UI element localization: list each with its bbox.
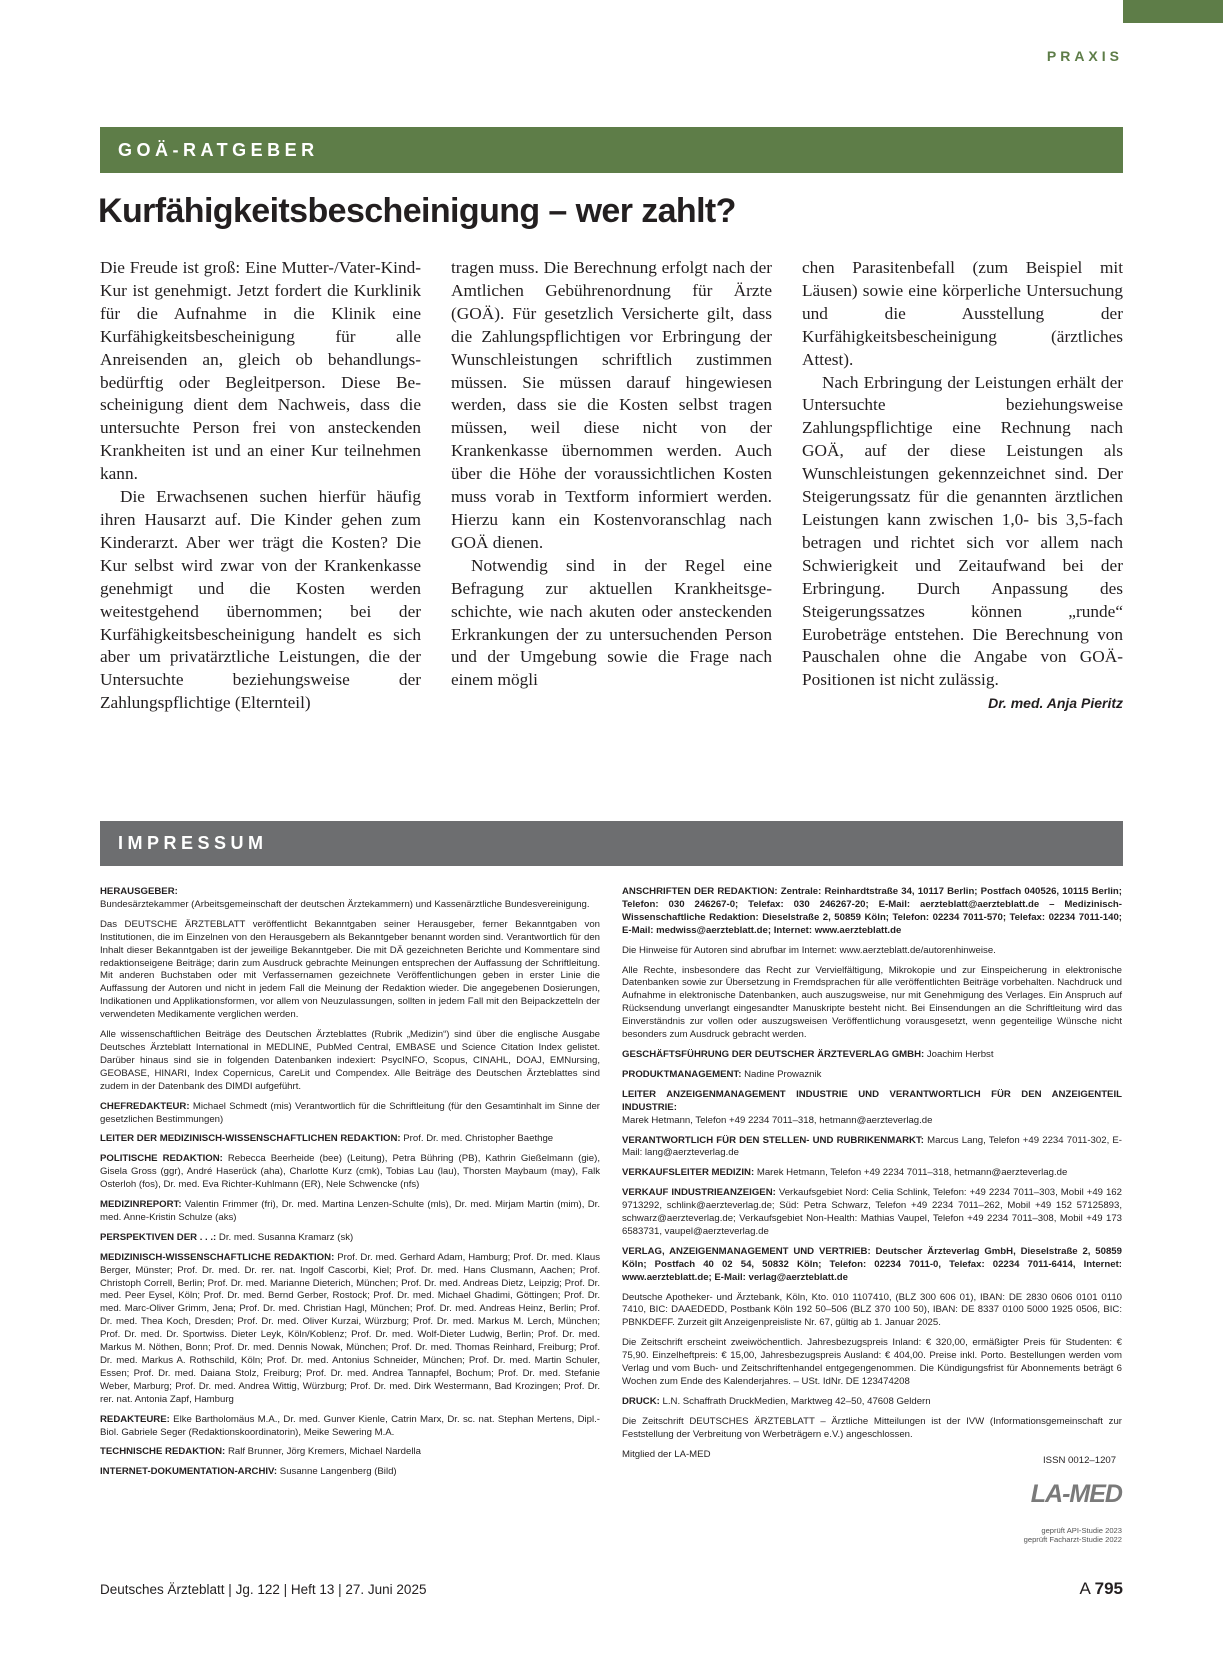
la-med-logo	[1010, 1480, 1122, 1546]
impressum-text: Elke Bartholomäus M.A., Dr. med. Gunver Kienle, Catrin Marx, Dr. sc. nat. Stephan Mertens, Dipl.-Biol. Gabriele Seger (Redaktionskoordinatorin), Meike Sewering M.A.	[100, 1413, 600, 1438]
impressum-label: DRUCK:	[622, 1395, 660, 1407]
impressum-entry	[622, 1135, 1122, 1161]
article-column-2	[451, 257, 772, 692]
impressum-text: Prof. Dr. med. Gerhard Adam, Hamburg; Prof. Dr. med. Klaus Berger, Münster; Prof. Dr. med. Dr. rer. nat. Ingolf Cascorbi, Kiel; Prof. Dr. med. Hans Clusmann, Aachen; Prof. Christoph Correll, Berlin; Prof. Dr. med. Marianne Dieterich, München; Prof. Dr. med. Andreas Dietz, Leipzig; Prof. Dr. med. Peer Eysel, Köln; Prof. Dr. med. Bernd Gerber, Rostock; Prof. Dr. med. Michael Ghadimi, Göttingen; Prof. Dr. med. Marc-Oliver Grimm, Jena; Prof. Dr. med. Christian Hagl, München; Prof. Dr. med. Andreas Heinz, Berlin; Prof. Dr. med. Thea Koch, Dresden; Prof. Dr. med. Oliver Kurzai, Würzburg; Prof. Dr. med. Markus M. Lerch, München; Prof. Dr. med. Dr. Sportwiss. Dieter Leyk, Köln/Koblenz; Prof. Dr. med. Wolf-Dieter Ludwig, Berlin; Prof. Dr. med. Markus M. Nöthen, Bonn; Prof. Dr. med. Dennis Nowak, München; Prof. Dr. med. Thomas Reinhard, Freiburg; Prof. Dr. med. Markus A. Rothschild, Köln; Prof. Dr. med. Antonius Schneider, München; Prof. Dr. med. Martin Schuler, Essen; Prof. Dr. med. Daiana Stolz, Freiburg; Prof. Dr. med. Andrea Tannapfel, Bochum; Prof. Dr. med. Stefanie Weber, Marburg; Prof. Dr. med. Andrea Wittig, Würzburg; Prof. Dr. med. Dirk Westermann, Bad Krozingen; Prof. Dr. rer. nat. Antonia Zapf, Hamburg	[100, 1251, 600, 1405]
impressum-label: REDAKTEURE:	[100, 1413, 170, 1425]
impressum-text: Die Zeitschrift DEUTSCHES ÄRZTEBLATT – Ärztliche Mitteilungen ist der IVW (Informationsgemeinschaft zur Feststellung der Verbreitung von Werbeträgern e.V.) angeschlossen.	[622, 1415, 1122, 1440]
impressum-text: Ralf Brunner, Jörg Kremers, Michael Nardella	[227, 1446, 421, 1458]
impressum-entry	[100, 1199, 600, 1225]
impressum-entry	[622, 1396, 1122, 1409]
impressum-text: Verkaufsgebiet Nord: Celia Schlink, Telefon: +49 2234 7011–303, Mobil +49 162 9713292, schlink@aerzteverlag.de; Süd: Petra Schwarz, Telefon +49 2234 7011–262, Mobil +49 152 57125893, schwarz@aerzteverlag.de; Verkaufsgebiet Non-Health: Mathias Vaupel, Telefon +49 2234 7011–308, Mobil +49 173 6583731, vaupel@aerzteverlag.de	[622, 1187, 1122, 1237]
impressum-entry	[100, 1133, 600, 1146]
impressum-text: Bundesärztekammer (Arbeitsgemeinschaft der deutschen Ärztekammern) und Kassenärztliche Bundesvereinigung.	[100, 898, 590, 910]
impressum-label: PERSPEKTIVEN DER . . .:	[100, 1231, 217, 1243]
impressum-entry	[100, 1029, 600, 1094]
impressum-label: HERAUSGEBER:	[100, 886, 178, 897]
paragraph: Notwendig sind in der Regel eine Befragung zur aktuellen Krankheitsgeschichte, wie nach akuten oder ansteckenden Erkrankungen der zu untersuchenden Person und der Umgebung sowie die Frage nach einem mögli	[451, 555, 772, 690]
impressum-text: Die Zeitschrift erscheint zweiwöchentlich. Jahresbezugspreis Inland: € 320,00, ermäßigter Preis für Studenten: € 75,90. Einzelheftpreis: € 15,00, Jahresbezugspreis Ausland: € 404,00. Preise inkl. Porto. Bestellungen werden vom Verlag und vom Buch- und Zeitschriftenhandel entgegengenommen. Die Kündigungsfrist für Abonnements beträgt 6 Wochen zum Ende des Kalenderjahres. – USt. IdNr. DE 123474208	[622, 1337, 1122, 1387]
author-signature: Dr. med. Anja Pieritz	[988, 695, 1123, 712]
impressum-entry	[100, 919, 600, 1022]
impressum-text: Rebecca Beerheide (bee) (Leitung), Petra Bühring (PB), Kathrin Gießelmann (gie), Gisela Gross (ggr), André Haserück (aha), Charlotte Kurz (cmk), Tobias Lau (lau), Thorsten Maybaum (may), Falk Osterloh (fos), Dr. med. Eva Richter-Kuhlmann (ER), Nele Schwencke (nfs)	[100, 1153, 600, 1191]
impressum-label: CHEFREDAKTEUR:	[100, 1100, 190, 1112]
impressum-entry	[622, 886, 1122, 938]
impressum-label: LEITER DER MEDIZINISCH-WISSENSCHAFTLICHEN REDAKTION:	[100, 1133, 401, 1145]
impressum-text: Deutscher Ärzteverlag GmbH, Dieselstraße 2, 50859 Köln; Postfach 40 02 54, 50832 Köln; Telefon: 02234 7011-0, Telefax: 02234 7011-6414, Internet: www.aerzteblatt.de; E-Mail: verlag@aerzteblatt.de	[622, 1245, 1122, 1283]
journal-issue-line: Deutsches Ärzteblatt | Jg. 122 | Heft 13 | 27. Juni 2025	[100, 1582, 427, 1597]
impressum-text: Deutsche Apotheker- und Ärztebank, Köln, Kto. 010 1107410, (BLZ 300 606 01), IBAN: DE 2830 0606 0101 0110 7410, BIC: DAAEDEDD, Postbank Köln 192 50–506 (BLZ 370 100 50), IBAN: DE 8337 0100 5000 1925 0506, BIC: PBNKDEFF. Zurzeit gilt Anzeigenpreisliste Nr. 67, gültig ab 1. Januar 2025.	[622, 1291, 1122, 1329]
impressum-text: Valentin Frimmer (fri), Dr. med. Martina Lenzen-Schulte (mls), Dr. med. Mirjam Martin (mim), Dr. med. Anne-Kristin Schulze (aks)	[100, 1199, 600, 1223]
impressum-label: INTERNET-DOKUMENTATION-ARCHIV:	[100, 1466, 278, 1478]
impressum-label: POLITISCHE REDAKTION:	[100, 1153, 223, 1165]
impressum-entry	[100, 1414, 600, 1440]
impressum-entry	[622, 1069, 1122, 1082]
impressum-entry	[100, 1101, 600, 1127]
impressum-entry	[622, 1089, 1122, 1128]
impressum-label: VERANTWORTLICH FÜR DEN STELLEN- UND RUBRIKENMARKT:	[622, 1134, 924, 1146]
paragraph: chen Parasitenbefall (zum Beispiel mit Läusen) sowie eine körperliche Untersuchung und die Ausstellung der Kurfähigkeitsbescheinigung (ärztliches Attest).	[802, 258, 1123, 369]
impressum-text: Alle Rechte, insbesondere das Recht zur Vervielfältigung, Mikrokopie und zur Einspeicherung in elektronische Datenbanken sowie zur Übersetzung in Fremdsprachen für alle veröffentlichten Beiträge vorbehalten. Nachdruck und Aufnahme in elektronische Datenbanken, auch auszugsweise, nur mit Genehmigung des Verlages. Ein Anspruch auf Rücksendung unverlangt eingesandter Manuskripte besteht nicht. Bei Einsendungen an die Schriftleitung wird das Einverständnis zur vollen oder auszugsweisen Veröffentlichung vorausgesetzt, wenn gegenteilige Wünsche nicht besonders zum Ausdruck gebracht werden.	[622, 964, 1122, 1041]
impressum-text: Joachim Herbst	[926, 1048, 994, 1060]
impressum-band: IMPRESSUM	[100, 821, 1123, 866]
impressum-entry	[622, 1187, 1122, 1239]
impressum-text: Marek Hetmann, Telefon +49 2234 7011–318, hetmann@aerzteverlag.de	[622, 1114, 933, 1126]
impressum-entry	[100, 1466, 600, 1479]
impressum-text: Prof. Dr. med. Christopher Baethge	[403, 1133, 554, 1145]
article-title: Kurfähigkeitsbescheinigung – wer zahlt?	[98, 192, 736, 230]
rubric-band: GOÄ-RATGEBER	[100, 127, 1123, 173]
impressum-entry	[100, 1252, 600, 1407]
paragraph: Die Erwachsenen suchen hierfür häufig ihren Hausarzt auf. Die Kinder gehen zum Kinderarzt. Aber wer trägt die Kosten? Die Kur selbst wird zwar von der Krankenkasse genehmigt und die Kosten werden weitestgehend übernommen; bei der Kurfähigkeitsbescheinigung handelt es sich aber um privatärztliche Leistungen, die der Untersuchte beziehungsweise der Zahlungspflichtige (Elternteil)	[100, 487, 421, 713]
impressum-text: Susanne Langenberg (Bild)	[279, 1466, 397, 1478]
impressum-entry	[100, 886, 600, 912]
article-column-3	[802, 257, 1123, 715]
impressum-text: Zentrale: Reinhardtstraße 34, 10117 Berlin; Postfach 040526, 10115 Berlin; Telefon: 030 246267-0; Telefax: 030 246267-20; E-Mail: aerzteblatt@aerzteblatt.de – Medizinisch-Wissenschaftliche Redaktion: Dieselstraße 2, 50859 Köln; Telefon: 02234 7011-570; Telefax: 02234 7011-140; E-Mail: medwiss@aerzteblatt.de; Internet: www.aerzteblatt.de	[622, 886, 1122, 936]
impressum-label: LEITER ANZEIGENMANAGEMENT INDUSTRIE UND VERANTWORTLICH FÜR DEN ANZEIGENTEIL INDUSTRIE:	[622, 1088, 1122, 1113]
page-number	[1079, 1579, 1123, 1599]
la-med-logo-mark: LA-MED	[1030, 1480, 1122, 1508]
impressum-entry	[622, 1246, 1122, 1285]
impressum-entry	[622, 1337, 1122, 1389]
page-number-value: 795	[1094, 1579, 1123, 1598]
impressum-left-column	[100, 886, 600, 1486]
impressum-label: VERLAG, ANZEIGENMANAGEMENT UND VERTRIEB:	[622, 1245, 871, 1257]
impressum-label: GESCHÄFTSFÜHRUNG DER DEUTSCHER ÄRZTEVERLAG GMBH:	[622, 1048, 925, 1060]
paragraph-text: Nach Erbringung der Leistungen erhält der Untersuchte beziehungsweise Zahlungspflichtige eine Rechnung nach GOÄ, auf der diese Leistungen als Wunschleistungen gekennzeichnet sind. Der Steigerungssatz für die genannten ärztlichen Leistungen kann zwischen 1,0- bis 3,5-fach betragen und richtet sich vor allem nach Schwierigkeit und Zeitaufwand bei der Erbringung. Durch Anpassung des Steigerungssatzes können „runde“ Eurobeträge entstehen. Die Berechnung von Pauschalen ohne die Angabe von GOÄ-Positionen ist nicht zulässig.	[802, 372, 1123, 690]
la-med-line-2: geprüft Facharzt-Studie 2022	[1023, 1535, 1122, 1544]
impressum-entry	[622, 1049, 1122, 1062]
article-column-1	[100, 257, 421, 715]
impressum-entry	[622, 1416, 1122, 1442]
impressum-text: Die Hinweise für Autoren sind abrufbar im Internet: www.aerzteblatt.de/autorenhinweise.	[622, 944, 996, 956]
impressum-text: Nadine Prowaznik	[744, 1068, 822, 1080]
impressum-text: Dr. med. Susanna Kramarz (sk)	[218, 1231, 354, 1243]
impressum-entry	[622, 945, 1122, 958]
impressum-text: Marek Hetmann, Telefon +49 2234 7011–318, hetmann@aerzteverlag.de	[756, 1167, 1068, 1179]
impressum-right-column	[622, 886, 1122, 1469]
corner-tab	[1123, 0, 1223, 23]
section-label: PRAXIS	[1046, 48, 1123, 64]
paragraph	[802, 372, 1123, 712]
impressum-text: Mitglied der LA-MED	[622, 1448, 711, 1460]
impressum-label: PRODUKTMANAGEMENT:	[622, 1068, 742, 1080]
issn: ISSN 0012–1207	[1043, 1455, 1117, 1466]
impressum-label: VERKAUFSLEITER MEDIZIN:	[622, 1167, 755, 1179]
impressum-text: Das DEUTSCHE ÄRZTEBLATT veröffentlicht Bekanntgaben seiner Herausgeber, ferner Bekanntgaben von Institutionen, die im Einzelnen von den Herausgebern als Bekanntgeber benannt worden sind. Verantwortlich für den Inhalt dieser Bekanntgaben ist der jeweilige Bekanntgeber. Die mit DÄ gezeichneten Berichte und Kommentare sind redaktionseigene Beiträge; darin zum Ausdruck gebrachte Meinungen entsprechen der Auffassung der Schriftleitung. Mit anderen Buchstaben oder mit Verfassernamen gezeichnete Veröffentlichungen geben in erster Linie die Auffassung der Autoren und nicht in jedem Fall die Meinung der Redaktion wieder. Die angegebenen Dosierungen, Indikationen und Applikationsformen, vor allem von Neuzulassungen, sollten in jedem Fall mit den Beipackzetteln der verwendeten Medikamente verglichen werden.	[100, 918, 600, 1021]
impressum-entry	[100, 1153, 600, 1192]
impressum-label: MEDIZINREPORT:	[100, 1199, 182, 1211]
impressum-entry	[622, 965, 1122, 1042]
paragraph: tragen muss. Die Berechnung erfolgt nach der Amtlichen Gebührenordnung für Ärzte (GOÄ). Für gesetzlich Versicherte gilt, dass die Zahlungspflichtigen vor Erbringung der Wunschleistungen schriftlich zustimmen müssen. Sie müssen darauf hingewiesen werden, dass sie die Kosten selbst tragen müssen, weil diese nicht von der Krankenkasse übernommen werden. Auch über die Höhe der voraussichtlichen Kosten muss vorab in Textform informiert werden. Hierzu kann ein Kostenvoranschlag nach GOÄ dienen.	[451, 258, 772, 552]
impressum-label: VERKAUF INDUSTRIEANZEIGEN:	[622, 1187, 776, 1199]
impressum-text: Marcus Lang, Telefon +49 2234 7011-302, E-Mail: lang@aerzteverlag.de	[622, 1134, 1122, 1159]
impressum-label: TECHNISCHE REDAKTION:	[100, 1446, 226, 1458]
la-med-line-1: geprüft API-Studie 2023	[1041, 1526, 1122, 1535]
paragraph: Die Freude ist groß: Eine Mutter-/Vater-Kind-Kur ist genehmigt. Jetzt fordert die Kurklinik für die Aufnahme in die Klinik eine Kurfähigkeitsbescheinigung für alle Anreisenden an, gleich ob behandlungsbedürftig oder Begleitperson. Diese Bescheinigung dient dem Nachweis, dass die untersuchte Person frei von ansteckenden Krankheiten ist und an einer Kur teilnehmen kann.	[100, 258, 421, 484]
impressum-entry	[622, 1167, 1122, 1180]
impressum-entry	[622, 1292, 1122, 1331]
impressum-text: Michael Schmedt (mis) Verantwortlich für die Schriftleitung (für den Gesamtinhalt im Sinne der gesetzlichen Bestimmungen)	[100, 1100, 600, 1125]
impressum-text: Alle wissenschaftlichen Beiträge des Deutschen Ärzteblattes (Rubrik „Medizin“) sind über die englische Ausgabe Deutsches Ärzteblatt International in MEDLINE, PubMed Central, EMBASE und Science Citation Index gelistet. Darüber hinaus sind sie in folgenden Datenbanken indexiert: PsycINFO, Scopus, CINAHL, DOAJ, EMNursing, GEOBASE, HINARI, Index Copernicus, CareLit und Compendex. Alle Beiträge des Deutschen Ärzteblattes sind zudem in der Datenbank des DIMDI aufgeführt.	[100, 1029, 600, 1092]
impressum-label: MEDIZINISCH-WISSENSCHAFTLICHE REDAKTION:	[100, 1251, 335, 1263]
impressum-label: ANSCHRIFTEN DER REDAKTION:	[622, 886, 778, 897]
impressum-text: L.N. Schaffrath DruckMedien, Marktweg 42–50, 47608 Geldern	[662, 1395, 931, 1407]
page-prefix: A	[1079, 1579, 1090, 1598]
impressum-entry	[100, 1446, 600, 1459]
impressum-entry	[100, 1232, 600, 1245]
